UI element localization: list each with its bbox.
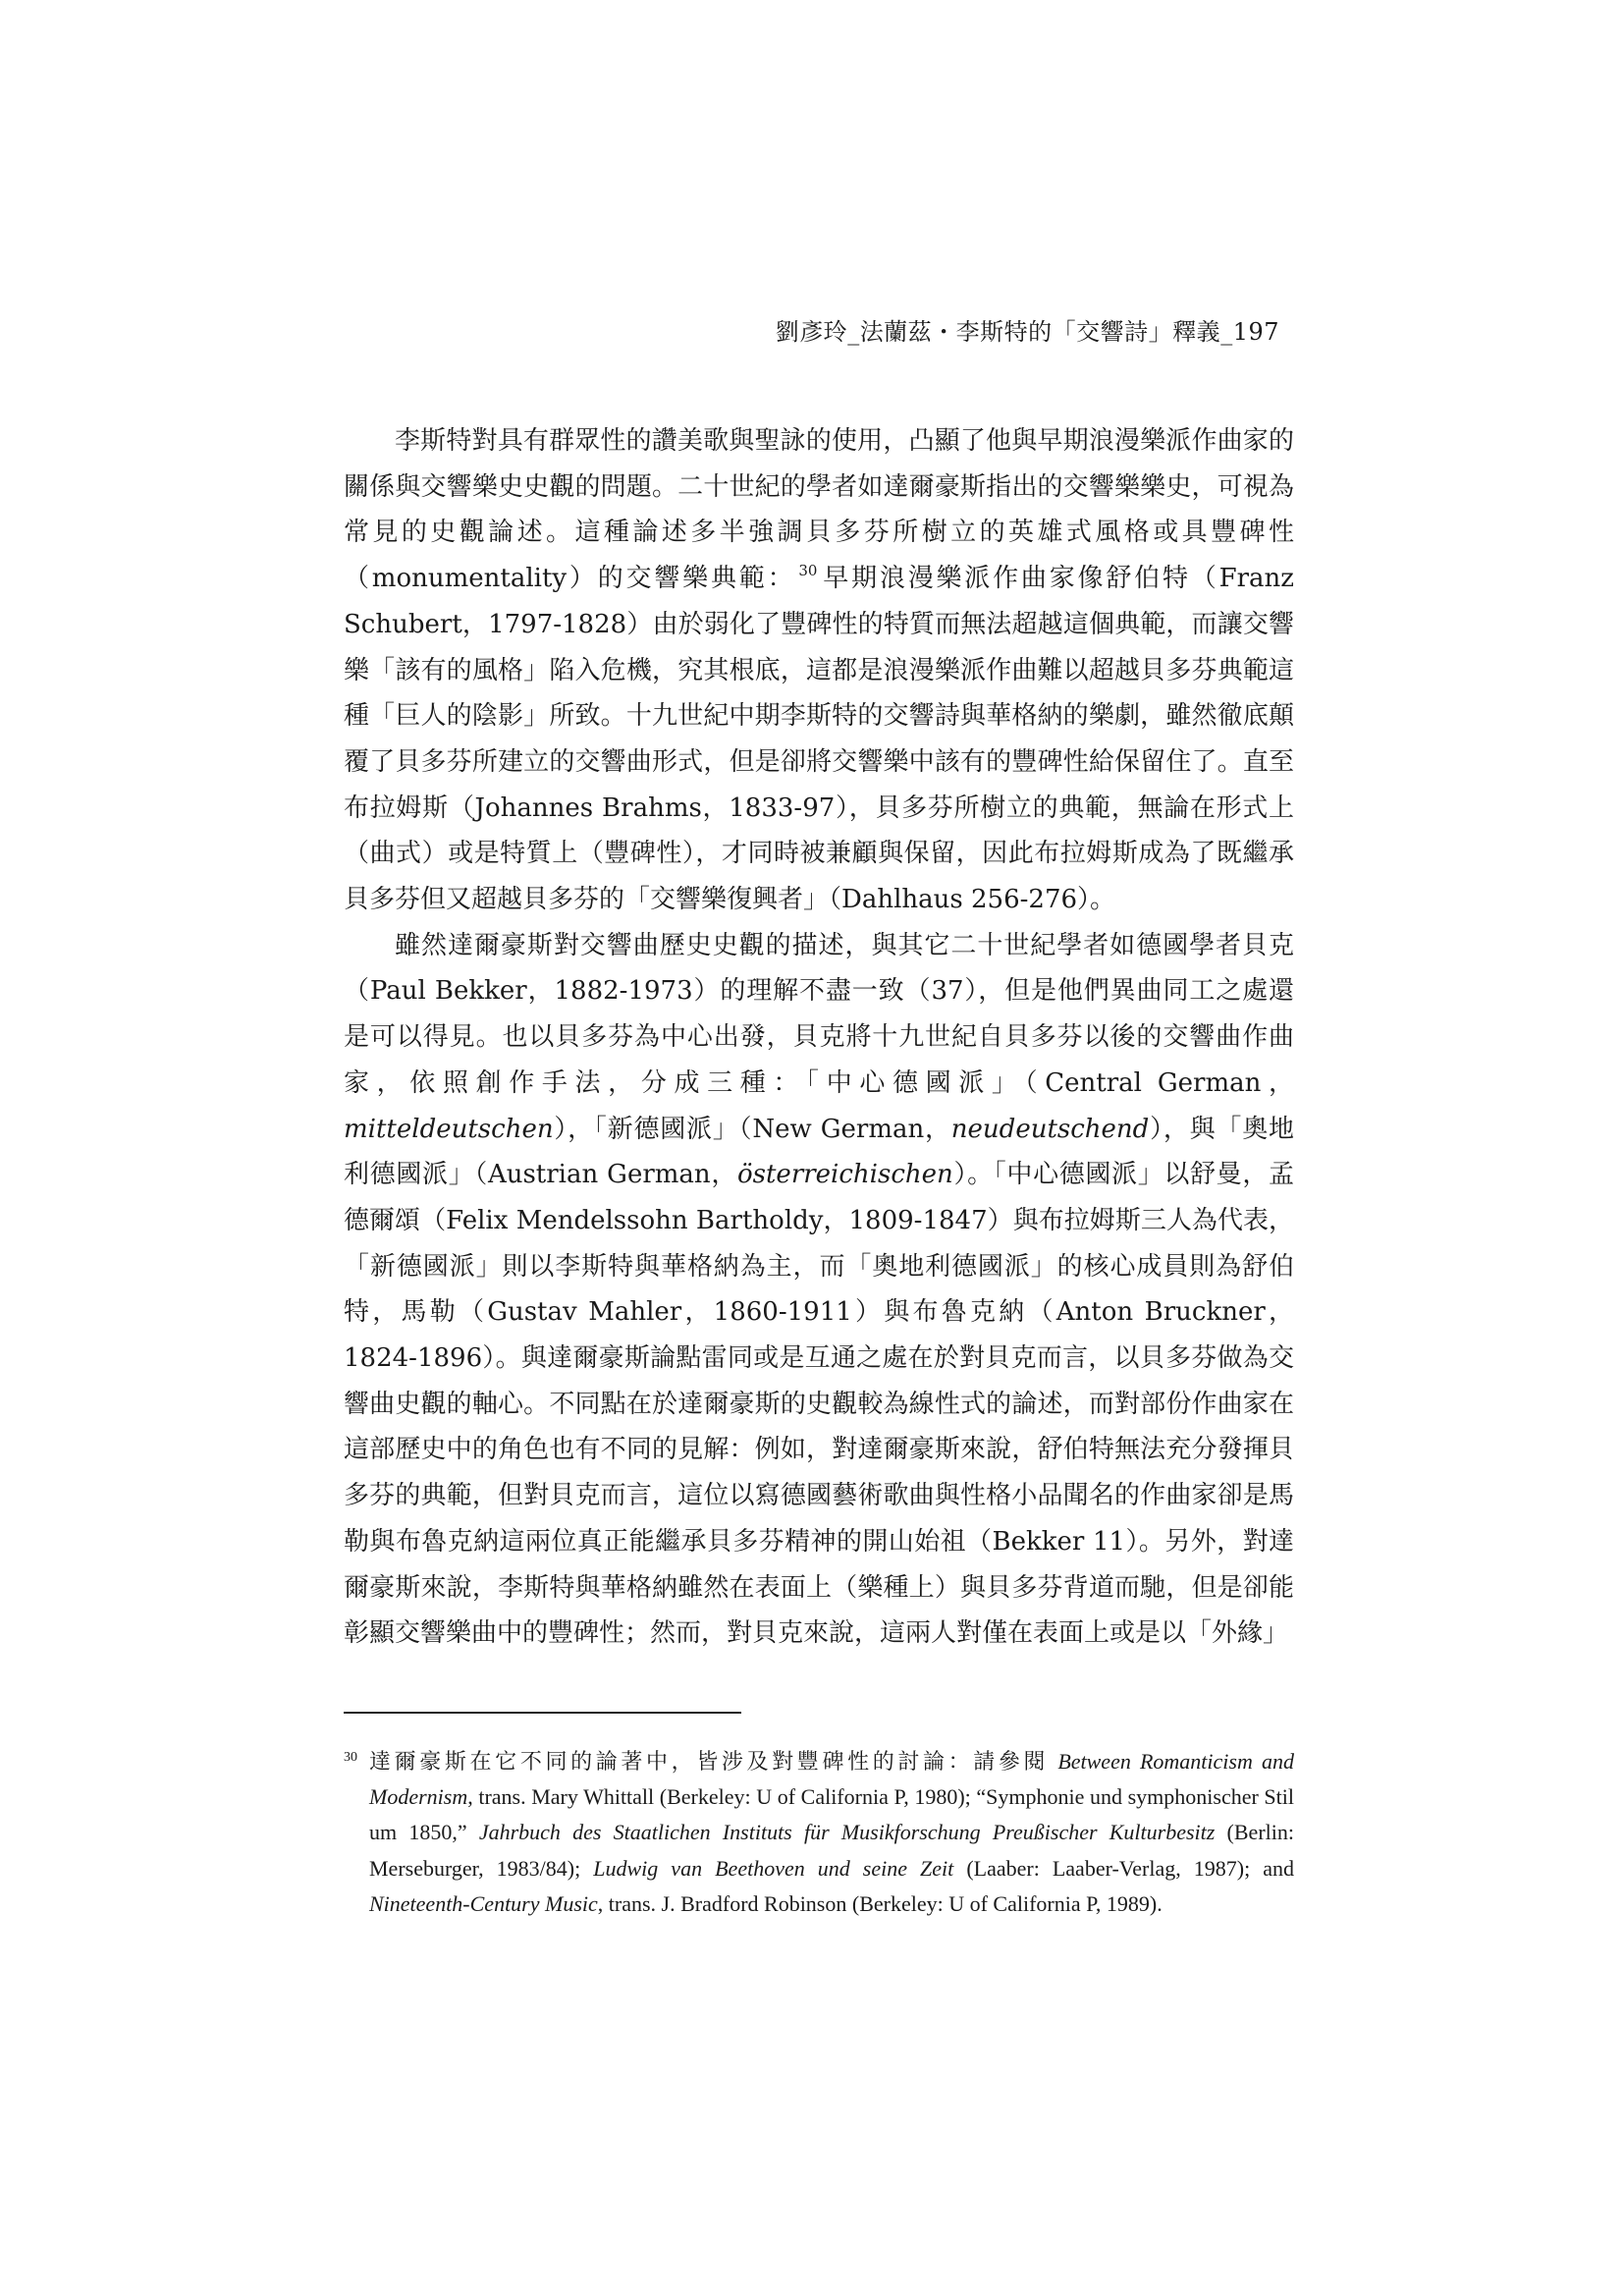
paragraph-1-text-b: 早期浪漫樂派作曲家像舒伯特（Franz Schubert，1797-1828）由於弱化了豐碑性的特質而無法超越這個典範，而讓交響樂「該有的風格」陷入危機，究其根底，這都是浪漫樂派作曲難以超越貝多芬典範這種「巨人的陰影」所致。十九世紀中期李斯特的交響詩與華格納的樂劇，雖然徹底顛覆了貝多芬所建立的交響曲形式，但是卻將交響樂中該有的豐碑性給保留住了。直至布拉姆斯（Johannes Brahms，1833-97），貝多芬所樹立的典範，無論在形式上（曲式）或是特質上（豐碑性），才同時被兼顧與保留，因此布拉姆斯成為了既繼承貝多芬但又超越貝多芬的「交響樂復興者」（Dahlhaus 256-276）。 [344, 564, 1294, 915]
header-separator-2: _ [1220, 318, 1233, 346]
footnote-title-3: Ludwig van Beethoven und seine Zeit [593, 1855, 954, 1881]
footnote-number: 30 [344, 1750, 357, 1765]
header-author: 劉彥玲 [775, 318, 848, 346]
paragraph-2 [344, 923, 1294, 1657]
term-mitteldeutschen: mitteldeutschen [344, 1114, 554, 1144]
paragraph-2-text-b: ），「新德國派」（New German， [553, 1114, 951, 1144]
footnote-title-1: Between Romanticism and Modernism [369, 1749, 1294, 1810]
footnote [344, 1744, 1294, 1922]
paragraph-2-text-a: 雖然達爾豪斯對交響曲歷史史觀的描述，與其它二十世紀學者如德國學者貝克（Paul Bekker，1882-1973）的理解不盡一致（37），但是他們異曲同工之處還是可以得見。也以貝多芬為中心出發，貝克將十九世紀自貝多芬以後的交響曲作曲家，依照創作手法，分成三種：「中心德國派」（Central German， [344, 930, 1294, 1098]
footnote-title-4: Nineteenth-Century Music [369, 1890, 598, 1916]
term-osterreichischen: österreichischen [736, 1160, 953, 1190]
footnote-text-3: (Berlin: Merseburger, 1983/84); [369, 1820, 1294, 1881]
paragraph-2-text-c: ），與「奧地利德國派」（Austrian German， [344, 1114, 1294, 1190]
running-header [776, 312, 1279, 347]
paragraph-1 [344, 418, 1294, 923]
footnote-reference: 30 [798, 562, 818, 580]
paragraph-1-text-a: 李斯特對具有群眾性的讚美歌與聖詠的使用，凸顯了他與早期浪漫樂派作曲家的關係與交響樂史史觀的問題。二十世紀的學者如達爾豪斯指出的交響樂樂史，可視為常見的史觀論述。這種論述多半強調貝多芬所樹立的英雄式風格或具豐碑性（monumentality）的交響樂典範： [344, 426, 1294, 594]
header-separator: _ [847, 318, 860, 346]
footnote-text-1: 達爾豪斯在它不同的論著中，皆涉及對豐碑性的討論：請參閱 [369, 1749, 1058, 1774]
term-neudeutschend: neudeutschend [950, 1114, 1150, 1144]
body-text [344, 418, 1294, 1657]
footnote-divider [344, 1712, 741, 1714]
header-article-title: 法蘭茲・李斯特的「交響詩」釋義 [859, 318, 1221, 346]
footnote-title-2: Jahrbuch des Staatlichen Instituts für Musikforschung Preußischer Kulturbesitz [478, 1820, 1216, 1845]
footnote-text-4: (Laaber: Laaber-Verlag, 1987); and [953, 1855, 1295, 1881]
page-number: 197 [1232, 318, 1279, 346]
paragraph-2-text-d: ）。「中心德國派」以舒曼，孟德爾頌（Felix Mendelssohn Bartholdy，1809-1847）與布拉姆斯三人為代表，「新德國派」則以李斯特與華格納為主，而「奧地利德國派」的核心成員則為舒伯特，馬勒（Gustav Mahler，1860-1911）與布魯克納（Anton Bruckner，1824-1896）。與達爾豪斯論點雷同或是互通之處在於對貝克而言，以貝多芬做為交響曲史觀的軸心。不同點在於達爾豪斯的史觀較為線性式的論述，而對部份作曲家在這部歷史中的角色也有不同的見解：例如，對達爾豪斯來說，舒伯特無法充分發揮貝多芬的典範，但對貝克而言，這位以寫德國藝術歌曲與性格小品聞名的作曲家卻是馬勒與布魯克納這兩位真正能繼承貝多芬精神的開山始祖（Bekker 11）。另外，對達爾豪斯來說，李斯特與華格納雖然在表面上（樂種上）與貝多芬背道而馳，但是卻能彰顯交響樂曲中的豐碑性；然而，對貝克來說，這兩人對僅在表面上或是以「外緣」 [344, 1160, 1294, 1649]
footnote-text-5: , trans. J. Bradford Robinson (Berkeley: U of California P, 1989). [597, 1890, 1163, 1916]
footnote-text-2: , trans. Mary Whittall (Berkeley: U of California P, 1980); “Symphonie und symphonischer Stil um 1850,” [369, 1784, 1294, 1845]
